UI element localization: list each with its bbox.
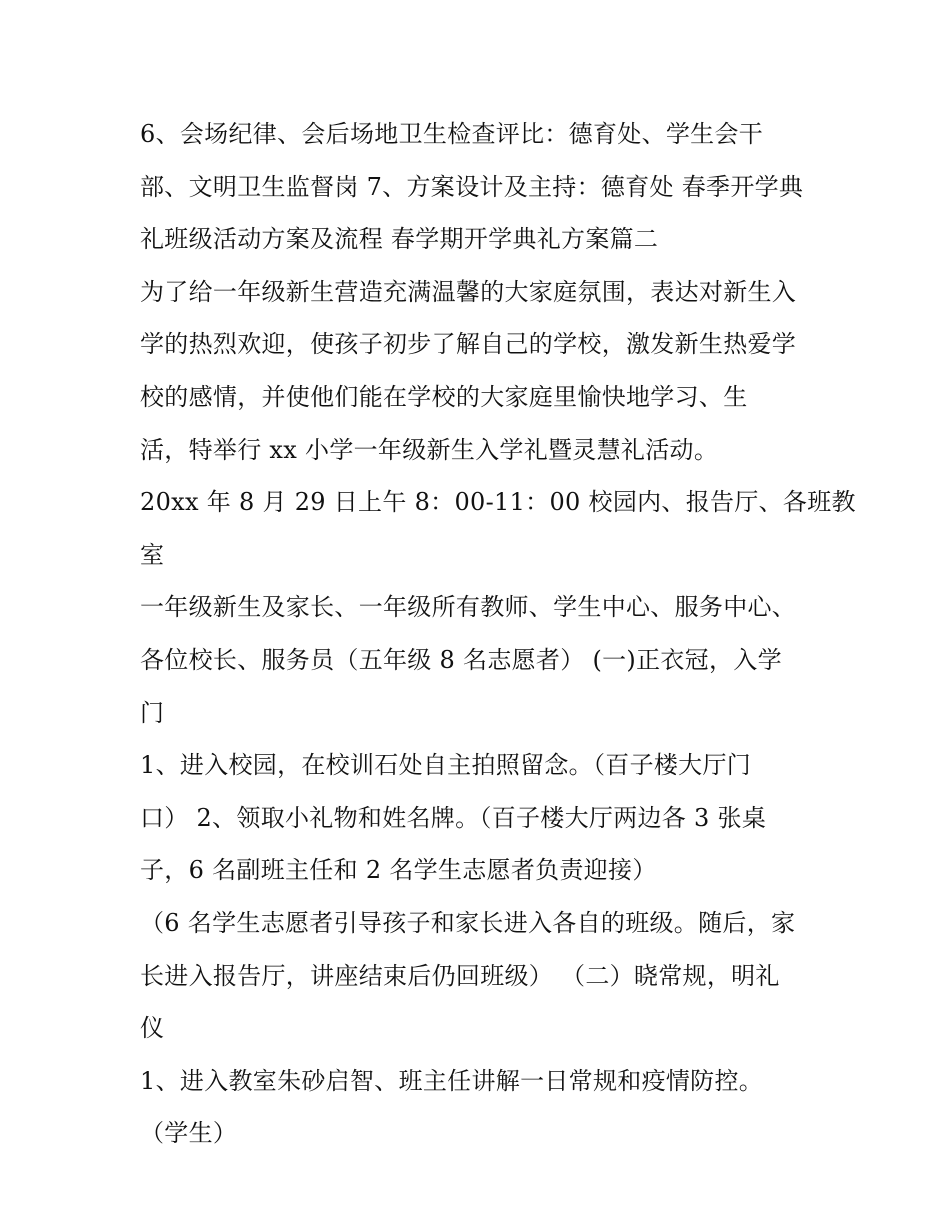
text-line: 室 (140, 540, 165, 569)
text-line: 为了给一年级新生营造充满温馨的大家庭氛围，表达对新生入 (140, 277, 797, 306)
text-line: 仪 (140, 1014, 165, 1043)
text-line: （6 名学生志愿者引导孩子和家长进入各自的班级。随后，家 (140, 908, 796, 937)
text-line: 20xx 年 8 月 29 日上午 8：00-11：00 校园内、报告厅、各班教 (140, 488, 856, 517)
text-line: 6、会场纪律、会后场地卫生检查评比：德育处、学生会干 (140, 120, 764, 148)
text-line: 1、进入教室朱砂启智、班主任讲解一日常规和疫情防控。 (140, 1066, 764, 1095)
text-line: 活，特举行 xx 小学一年级新生入学礼暨灵慧礼活动。 (140, 435, 719, 464)
text-line: 口） 2、领取小礼物和姓名牌。（百子楼大厅两边各 3 张桌 (140, 803, 767, 832)
text-line: 子，6 名副班主任和 2 名学生志愿者负责迎接） (140, 856, 657, 885)
text-line: 1、进入校园，在校训石处自主拍照留念。（百子楼大厅门 (140, 751, 752, 780)
text-line: 长进入报告厅，讲座结束后仍回班级） （二）晓常规，明礼 (140, 961, 780, 990)
text-line: 礼班级活动方案及流程 春学期开学典礼方案篇二 (140, 225, 659, 254)
text-line: 学的热烈欢迎，使孩子初步了解自己的学校，激发新生热爱学 (140, 330, 797, 359)
text-line: （学生） (140, 1119, 238, 1148)
text-line: 门 (140, 698, 165, 727)
text-line: 部、文明卫生监督岗 7、方案设计及主持：德育处 春季开学典 (140, 172, 804, 201)
text-line: 一年级新生及家长、一年级所有教师、学生中心、服务中心、 (140, 593, 797, 622)
text-line: 校的感情，并使他们能在学校的大家庭里愉快地学习、生 (140, 382, 748, 411)
document-body (140, 108, 856, 1160)
text-line: 各位校长、服务员（五年级 8 名志愿者） (一)正衣冠，入学 (140, 645, 782, 674)
